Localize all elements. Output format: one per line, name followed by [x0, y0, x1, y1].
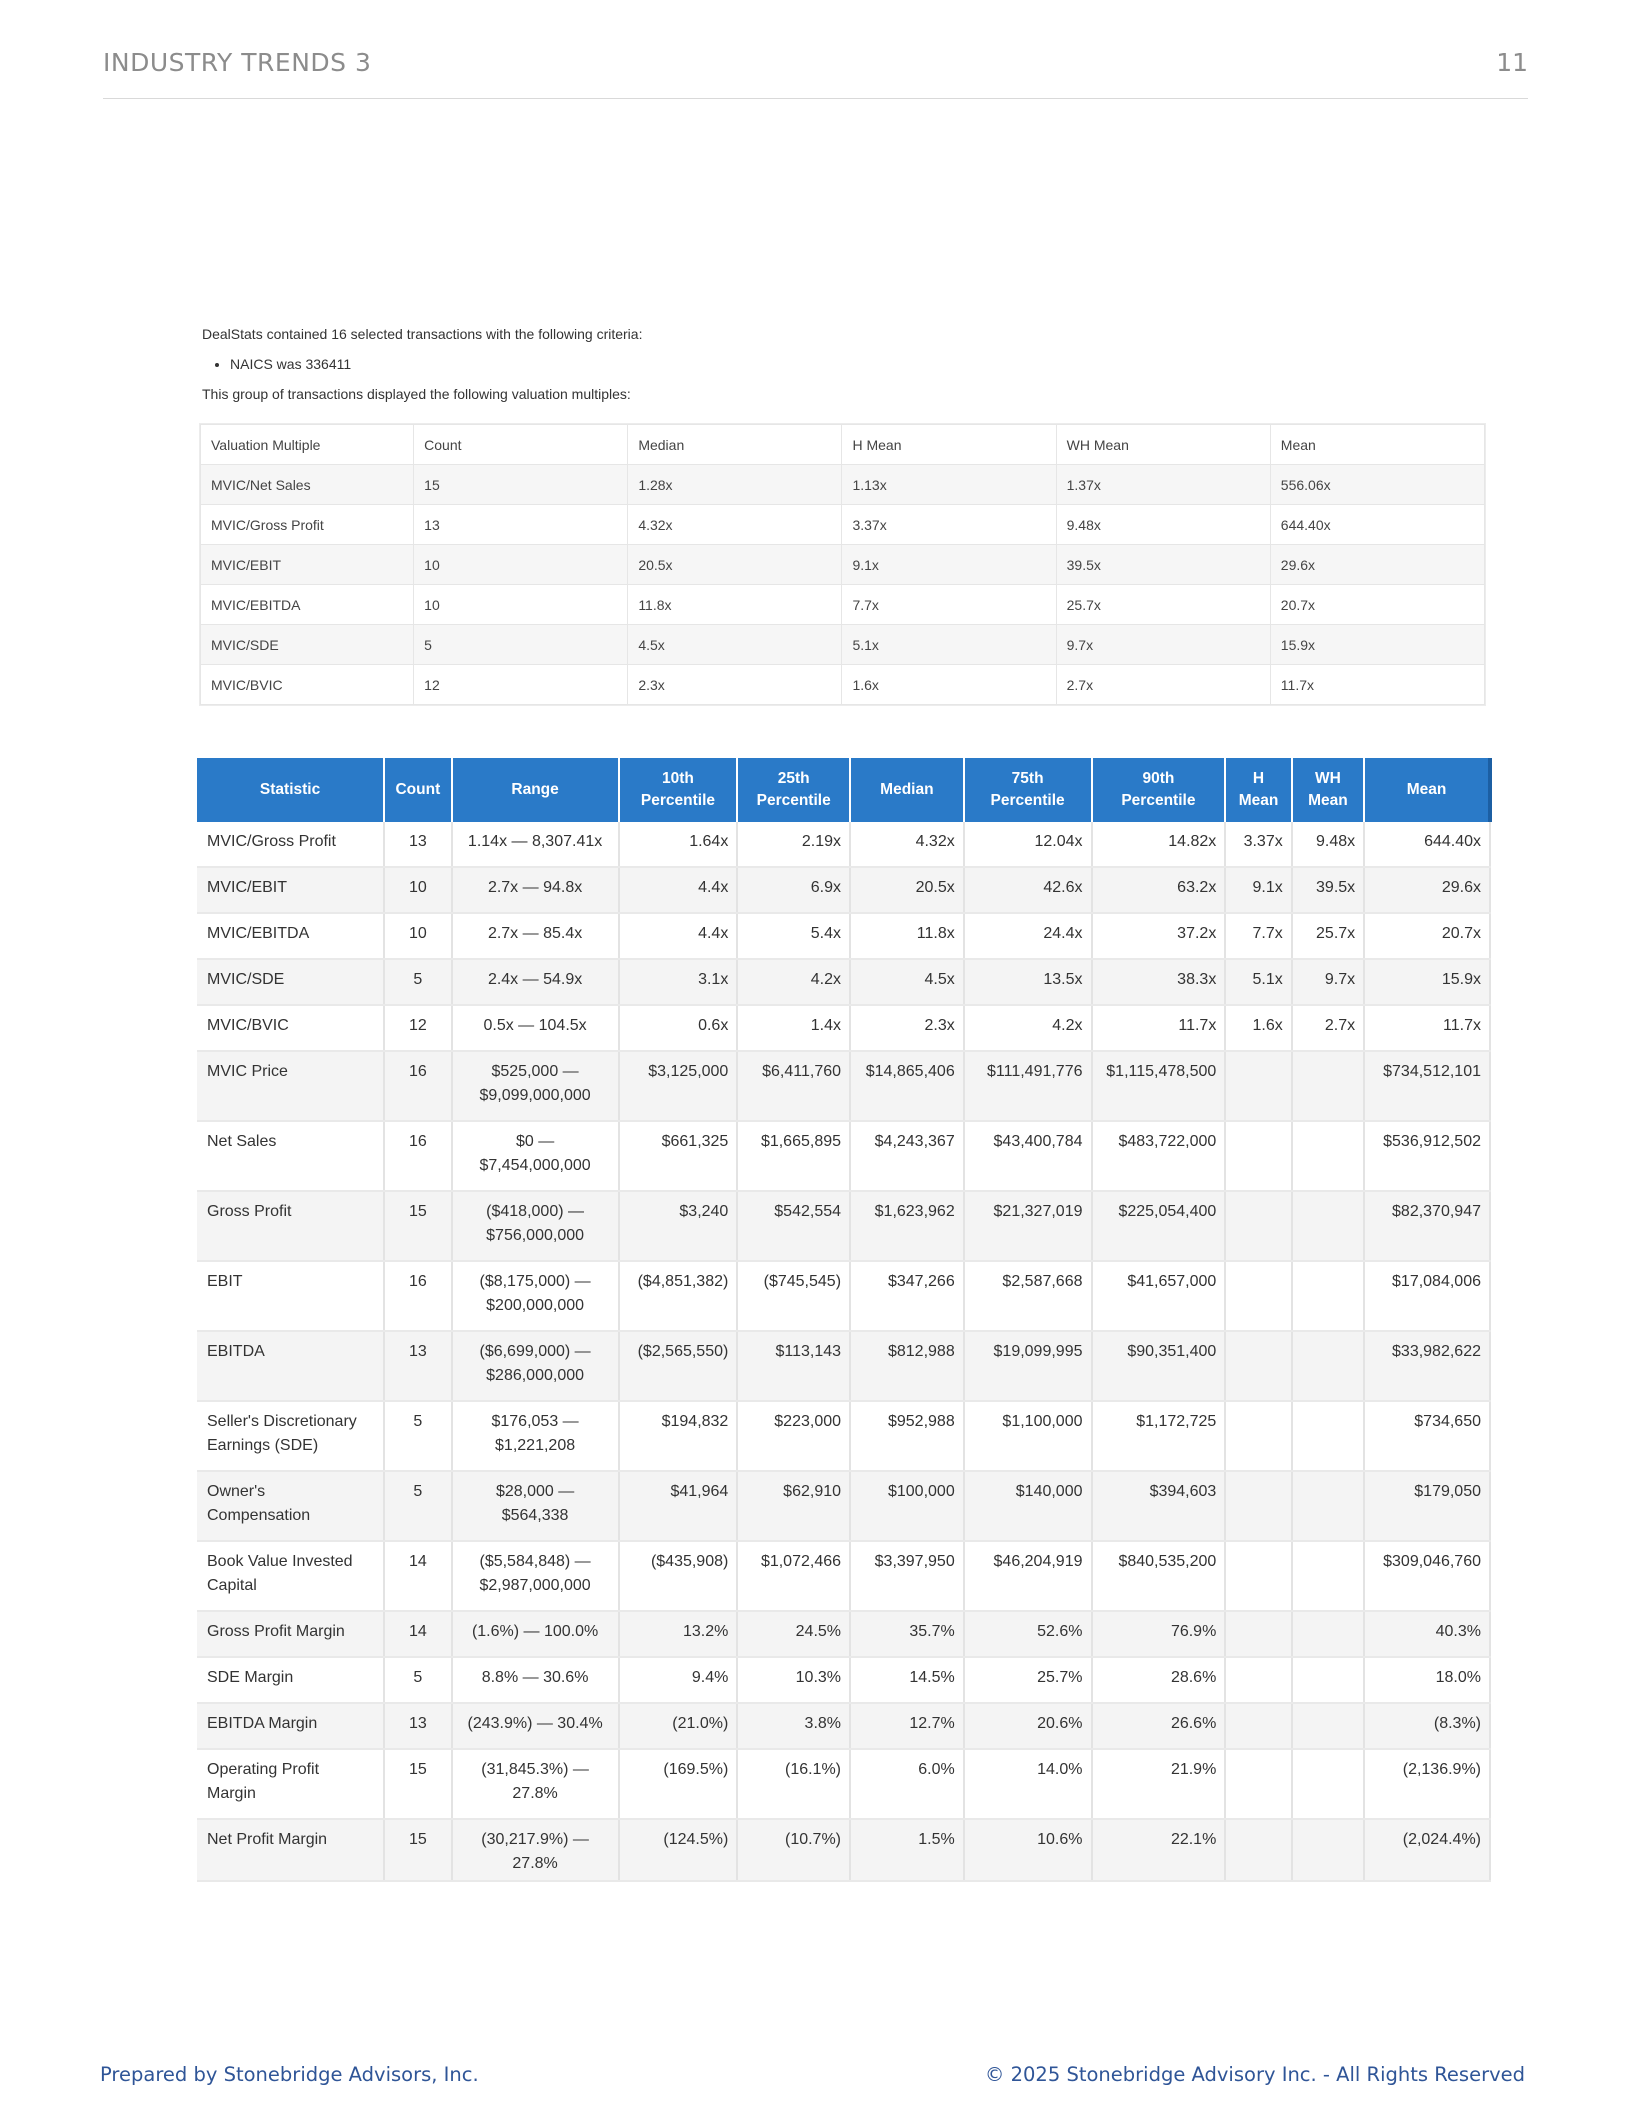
statistic-mean-cell: 644.40x	[1364, 822, 1490, 867]
statistic-hmean-cell	[1225, 1749, 1291, 1819]
statistic-median-cell: $4,243,367	[850, 1121, 964, 1191]
statistic-name-cell: Seller's Discretionary Earnings (SDE)	[197, 1401, 384, 1471]
statistic-name-cell: Book Value Invested Capital	[197, 1541, 384, 1611]
summary-cell: MVIC/Gross Profit	[201, 505, 414, 545]
statistic-whmean-cell	[1292, 1819, 1364, 1881]
statistic-p90-cell: 28.6%	[1092, 1657, 1226, 1703]
statistic-median-cell: 14.5%	[850, 1657, 964, 1703]
statistic-name-cell: MVIC/Gross Profit	[197, 822, 384, 867]
statistic-p10-cell: $41,964	[619, 1471, 738, 1541]
statistic-p25-cell: (16.1%)	[737, 1749, 850, 1819]
statistic-p10-cell: (124.5%)	[619, 1819, 738, 1881]
statistic-p10-cell: 0.6x	[619, 1005, 738, 1051]
statistics-row	[197, 1703, 1490, 1749]
statistic-p75-cell: $2,587,668	[964, 1261, 1092, 1331]
statistic-whmean-cell	[1292, 1121, 1364, 1191]
statistic-count-cell: 5	[384, 959, 451, 1005]
summary-row	[201, 545, 1485, 585]
statistic-count-cell: 14	[384, 1611, 451, 1657]
statistic-hmean-cell	[1225, 1657, 1291, 1703]
summary-header-cell: Median	[628, 425, 842, 465]
statistic-p90-cell: 38.3x	[1092, 959, 1226, 1005]
statistic-p75-cell: $140,000	[964, 1471, 1092, 1541]
statistics-header-cell: 75th Percentile	[964, 758, 1092, 822]
summary-row	[201, 665, 1485, 705]
statistic-p75-cell: 4.2x	[964, 1005, 1092, 1051]
statistic-count-cell: 13	[384, 1331, 451, 1401]
statistic-p90-cell: $1,115,478,500	[1092, 1051, 1226, 1121]
summary-cell: 11.8x	[628, 585, 842, 625]
summary-cell: 10	[414, 545, 628, 585]
summary-cell: MVIC/EBIT	[201, 545, 414, 585]
statistic-median-cell: $812,988	[850, 1331, 964, 1401]
statistic-whmean-cell	[1292, 1657, 1364, 1703]
statistic-median-cell: $100,000	[850, 1471, 964, 1541]
statistic-range-cell: $28,000 — $564,338	[452, 1471, 619, 1541]
statistic-mean-cell: $82,370,947	[1364, 1191, 1490, 1261]
statistic-range-cell: (243.9%) — 30.4%	[452, 1703, 619, 1749]
summary-cell: 15.9x	[1270, 625, 1484, 665]
statistic-mean-cell: (2,136.9%)	[1364, 1749, 1490, 1819]
summary-header-cell: H Mean	[842, 425, 1056, 465]
statistic-p10-cell: $194,832	[619, 1401, 738, 1471]
statistic-name-cell: Gross Profit Margin	[197, 1611, 384, 1657]
statistic-median-cell: 12.7%	[850, 1703, 964, 1749]
statistics-row	[197, 1005, 1490, 1051]
statistic-whmean-cell	[1292, 1331, 1364, 1401]
statistic-mean-cell: $536,912,502	[1364, 1121, 1490, 1191]
statistic-hmean-cell: 3.37x	[1225, 822, 1291, 867]
statistic-range-cell: ($8,175,000) — $200,000,000	[452, 1261, 619, 1331]
statistic-p10-cell: $3,240	[619, 1191, 738, 1261]
statistic-name-cell: SDE Margin	[197, 1657, 384, 1703]
statistic-p90-cell: 63.2x	[1092, 867, 1226, 913]
statistic-mean-cell: $179,050	[1364, 1471, 1490, 1541]
statistic-mean-cell: 11.7x	[1364, 1005, 1490, 1051]
summary-cell: 556.06x	[1270, 465, 1484, 505]
intro-text	[202, 326, 642, 402]
statistic-median-cell: 20.5x	[850, 867, 964, 913]
statistic-mean-cell: $33,982,622	[1364, 1331, 1490, 1401]
statistics-row	[197, 1261, 1490, 1331]
statistic-count-cell: 13	[384, 1703, 451, 1749]
statistic-p10-cell: ($435,908)	[619, 1541, 738, 1611]
footer-prepared-by: Prepared by Stonebridge Advisors, Inc.	[100, 2063, 479, 2086]
statistics-header-cell: H Mean	[1225, 758, 1291, 822]
statistic-p90-cell: 11.7x	[1092, 1005, 1226, 1051]
statistic-p25-cell: 5.4x	[737, 913, 850, 959]
statistic-range-cell: 2.7x — 94.8x	[452, 867, 619, 913]
statistics-header-cell: 90th Percentile	[1092, 758, 1226, 822]
statistic-p75-cell: 42.6x	[964, 867, 1092, 913]
summary-cell: 9.48x	[1056, 505, 1270, 545]
statistic-median-cell: 6.0%	[850, 1749, 964, 1819]
statistic-name-cell: MVIC/BVIC	[197, 1005, 384, 1051]
statistic-hmean-cell	[1225, 1191, 1291, 1261]
statistic-p90-cell: $41,657,000	[1092, 1261, 1226, 1331]
statistic-name-cell: Operating Profit Margin	[197, 1749, 384, 1819]
summary-row	[201, 625, 1485, 665]
statistic-whmean-cell	[1292, 1749, 1364, 1819]
footer-copyright: © 2025 Stonebridge Advisory Inc. - All Rights Reserved	[984, 2063, 1525, 2086]
statistic-count-cell: 12	[384, 1005, 451, 1051]
statistics-header-cell: Median	[850, 758, 964, 822]
statistic-median-cell: $347,266	[850, 1261, 964, 1331]
statistic-p25-cell: 2.19x	[737, 822, 850, 867]
statistic-mean-cell: 40.3%	[1364, 1611, 1490, 1657]
statistic-p25-cell: 24.5%	[737, 1611, 850, 1657]
statistic-p75-cell: $43,400,784	[964, 1121, 1092, 1191]
statistic-hmean-cell	[1225, 1703, 1291, 1749]
statistic-p90-cell: $483,722,000	[1092, 1121, 1226, 1191]
statistic-count-cell: 16	[384, 1261, 451, 1331]
statistic-range-cell: ($5,584,848) — $2,987,000,000	[452, 1541, 619, 1611]
summary-cell: 3.37x	[842, 505, 1056, 545]
statistic-whmean-cell	[1292, 1051, 1364, 1121]
summary-cell: 1.6x	[842, 665, 1056, 705]
summary-cell: 9.1x	[842, 545, 1056, 585]
statistic-name-cell: Gross Profit	[197, 1191, 384, 1261]
statistic-hmean-cell	[1225, 1331, 1291, 1401]
summary-cell: 29.6x	[1270, 545, 1484, 585]
statistic-mean-cell: 15.9x	[1364, 959, 1490, 1005]
statistic-p75-cell: 14.0%	[964, 1749, 1092, 1819]
summary-cell: MVIC/SDE	[201, 625, 414, 665]
statistic-whmean-cell	[1292, 1703, 1364, 1749]
statistic-median-cell: 1.5%	[850, 1819, 964, 1881]
summary-header-row	[201, 425, 1485, 465]
statistic-mean-cell: $309,046,760	[1364, 1541, 1490, 1611]
statistics-row	[197, 1051, 1490, 1121]
statistics-header-cell: Mean	[1364, 758, 1490, 822]
statistic-p25-cell: ($745,545)	[737, 1261, 850, 1331]
statistic-median-cell: $3,397,950	[850, 1541, 964, 1611]
statistic-hmean-cell	[1225, 1401, 1291, 1471]
statistic-count-cell: 16	[384, 1121, 451, 1191]
statistic-p75-cell: 24.4x	[964, 913, 1092, 959]
statistic-hmean-cell	[1225, 1611, 1291, 1657]
statistics-row	[197, 1611, 1490, 1657]
statistic-p25-cell: $223,000	[737, 1401, 850, 1471]
summary-cell: MVIC/BVIC	[201, 665, 414, 705]
statistic-name-cell: EBITDA Margin	[197, 1703, 384, 1749]
statistic-hmean-cell	[1225, 1471, 1291, 1541]
statistics-row	[197, 1331, 1490, 1401]
statistic-p90-cell: $225,054,400	[1092, 1191, 1226, 1261]
summary-cell: 10	[414, 585, 628, 625]
statistic-median-cell: 35.7%	[850, 1611, 964, 1657]
statistic-name-cell: Net Profit Margin	[197, 1819, 384, 1881]
statistic-name-cell: MVIC/SDE	[197, 959, 384, 1005]
statistics-row	[197, 1749, 1490, 1819]
statistic-p25-cell: $542,554	[737, 1191, 850, 1261]
statistic-hmean-cell	[1225, 1541, 1291, 1611]
statistic-p10-cell: 4.4x	[619, 867, 738, 913]
statistic-mean-cell: 20.7x	[1364, 913, 1490, 959]
statistic-p10-cell: ($4,851,382)	[619, 1261, 738, 1331]
statistic-p75-cell: $111,491,776	[964, 1051, 1092, 1121]
summary-cell: 1.37x	[1056, 465, 1270, 505]
summary-header-cell: Mean	[1270, 425, 1484, 465]
statistic-whmean-cell	[1292, 1611, 1364, 1657]
statistic-p75-cell: $46,204,919	[964, 1541, 1092, 1611]
statistic-p75-cell: 13.5x	[964, 959, 1092, 1005]
summary-cell: MVIC/EBITDA	[201, 585, 414, 625]
statistic-p75-cell: 20.6%	[964, 1703, 1092, 1749]
summary-header-cell: WH Mean	[1056, 425, 1270, 465]
statistic-p25-cell: 1.4x	[737, 1005, 850, 1051]
statistic-hmean-cell	[1225, 1051, 1291, 1121]
statistics-header-cell: Count	[384, 758, 451, 822]
criteria-list	[202, 356, 642, 372]
statistic-p10-cell: (21.0%)	[619, 1703, 738, 1749]
statistics-row	[197, 913, 1490, 959]
statistic-hmean-cell: 1.6x	[1225, 1005, 1291, 1051]
statistics-header-row	[197, 758, 1490, 822]
statistic-mean-cell: $17,084,006	[1364, 1261, 1490, 1331]
statistic-hmean-cell: 7.7x	[1225, 913, 1291, 959]
statistic-hmean-cell	[1225, 1819, 1291, 1881]
statistic-p25-cell: (10.7%)	[737, 1819, 850, 1881]
summary-cell: 4.32x	[628, 505, 842, 545]
statistic-p10-cell: 1.64x	[619, 822, 738, 867]
statistic-range-cell: 1.14x — 8,307.41x	[452, 822, 619, 867]
statistic-name-cell: Owner's Compensation	[197, 1471, 384, 1541]
statistic-count-cell: 5	[384, 1471, 451, 1541]
summary-header-cell: Count	[414, 425, 628, 465]
statistic-mean-cell: (8.3%)	[1364, 1703, 1490, 1749]
summary-cell: 644.40x	[1270, 505, 1484, 545]
summary-cell: 2.3x	[628, 665, 842, 705]
statistic-p25-cell: 4.2x	[737, 959, 850, 1005]
statistic-mean-cell: 29.6x	[1364, 867, 1490, 913]
statistic-name-cell: MVIC Price	[197, 1051, 384, 1121]
statistic-range-cell: 2.7x — 85.4x	[452, 913, 619, 959]
statistic-p25-cell: $113,143	[737, 1331, 850, 1401]
statistics-row	[197, 867, 1490, 913]
statistics-table	[197, 758, 1492, 1882]
statistic-p90-cell: 76.9%	[1092, 1611, 1226, 1657]
summary-row	[201, 465, 1485, 505]
statistic-range-cell: 2.4x — 54.9x	[452, 959, 619, 1005]
statistics-row	[197, 1541, 1490, 1611]
statistic-p90-cell: 21.9%	[1092, 1749, 1226, 1819]
statistics-row	[197, 1657, 1490, 1703]
statistic-mean-cell: $734,650	[1364, 1401, 1490, 1471]
statistic-p75-cell: 25.7%	[964, 1657, 1092, 1703]
statistics-row	[197, 959, 1490, 1005]
statistic-count-cell: 15	[384, 1819, 451, 1881]
statistic-median-cell: 4.5x	[850, 959, 964, 1005]
summary-cell: 9.7x	[1056, 625, 1270, 665]
statistic-median-cell: 2.3x	[850, 1005, 964, 1051]
statistic-p10-cell: ($2,565,550)	[619, 1331, 738, 1401]
statistic-count-cell: 15	[384, 1749, 451, 1819]
statistic-count-cell: 5	[384, 1401, 451, 1471]
statistic-median-cell: 4.32x	[850, 822, 964, 867]
statistic-p90-cell: 14.82x	[1092, 822, 1226, 867]
statistic-count-cell: 5	[384, 1657, 451, 1703]
statistic-p25-cell: 3.8%	[737, 1703, 850, 1749]
statistic-whmean-cell	[1292, 1261, 1364, 1331]
statistic-p90-cell: $1,172,725	[1092, 1401, 1226, 1471]
statistic-range-cell: (1.6%) — 100.0%	[452, 1611, 619, 1657]
statistic-count-cell: 16	[384, 1051, 451, 1121]
statistic-whmean-cell: 25.7x	[1292, 913, 1364, 959]
statistics-row	[197, 1401, 1490, 1471]
statistics-header-cell: Statistic	[197, 758, 384, 822]
summary-cell: 1.28x	[628, 465, 842, 505]
criteria-item: • NAICS was 336411	[230, 356, 642, 372]
statistics-header-cell: 10th Percentile	[619, 758, 738, 822]
statistic-range-cell: ($6,699,000) — $286,000,000	[452, 1331, 619, 1401]
statistic-p90-cell: $840,535,200	[1092, 1541, 1226, 1611]
statistic-p90-cell: 37.2x	[1092, 913, 1226, 959]
summary-cell: 7.7x	[842, 585, 1056, 625]
statistic-p10-cell: 13.2%	[619, 1611, 738, 1657]
summary-cell: 4.5x	[628, 625, 842, 665]
page-header	[103, 48, 1528, 99]
statistic-name-cell: Net Sales	[197, 1121, 384, 1191]
statistic-p25-cell: $1,072,466	[737, 1541, 850, 1611]
statistic-p75-cell: 12.04x	[964, 822, 1092, 867]
page-number: 11	[1496, 48, 1528, 77]
statistic-range-cell: 8.8% — 30.6%	[452, 1657, 619, 1703]
summary-cell: 1.13x	[842, 465, 1056, 505]
summary-row	[201, 505, 1485, 545]
statistics-row	[197, 1471, 1490, 1541]
summary-cell: 2.7x	[1056, 665, 1270, 705]
statistic-whmean-cell	[1292, 1401, 1364, 1471]
statistic-p75-cell: $19,099,995	[964, 1331, 1092, 1401]
statistic-p75-cell: 52.6%	[964, 1611, 1092, 1657]
statistic-whmean-cell	[1292, 1541, 1364, 1611]
statistic-p90-cell: 26.6%	[1092, 1703, 1226, 1749]
statistic-p10-cell: $661,325	[619, 1121, 738, 1191]
statistic-median-cell: $14,865,406	[850, 1051, 964, 1121]
statistic-median-cell: $952,988	[850, 1401, 964, 1471]
statistic-median-cell: 11.8x	[850, 913, 964, 959]
statistic-range-cell: $176,053 — $1,221,208	[452, 1401, 619, 1471]
summary-cell: 39.5x	[1056, 545, 1270, 585]
statistic-hmean-cell	[1225, 1121, 1291, 1191]
statistic-p90-cell: $90,351,400	[1092, 1331, 1226, 1401]
statistic-p10-cell: $3,125,000	[619, 1051, 738, 1121]
statistic-mean-cell: 18.0%	[1364, 1657, 1490, 1703]
statistic-whmean-cell	[1292, 1191, 1364, 1261]
statistics-row	[197, 822, 1490, 867]
statistic-p10-cell: 9.4%	[619, 1657, 738, 1703]
statistic-range-cell: (30,217.9%) — 27.8%	[452, 1819, 619, 1881]
summary-cell: 20.5x	[628, 545, 842, 585]
statistic-count-cell: 10	[384, 867, 451, 913]
summary-row	[201, 585, 1485, 625]
summary-cell: 12	[414, 665, 628, 705]
statistic-range-cell: 0.5x — 104.5x	[452, 1005, 619, 1051]
statistic-hmean-cell	[1225, 1261, 1291, 1331]
statistic-range-cell: (31,845.3%) — 27.8%	[452, 1749, 619, 1819]
statistic-p90-cell: $394,603	[1092, 1471, 1226, 1541]
statistics-row	[197, 1191, 1490, 1261]
statistic-whmean-cell: 2.7x	[1292, 1005, 1364, 1051]
statistic-whmean-cell: 39.5x	[1292, 867, 1364, 913]
statistic-median-cell: $1,623,962	[850, 1191, 964, 1261]
statistic-name-cell: MVIC/EBIT	[197, 867, 384, 913]
statistic-count-cell: 10	[384, 913, 451, 959]
summary-cell: 15	[414, 465, 628, 505]
statistics-header-cell: WH Mean	[1292, 758, 1364, 822]
summary-cell: 13	[414, 505, 628, 545]
statistic-hmean-cell: 5.1x	[1225, 959, 1291, 1005]
statistics-row	[197, 1121, 1490, 1191]
intro-line-2: This group of transactions displayed the following valuation multiples:	[202, 386, 631, 402]
statistic-mean-cell: $734,512,101	[1364, 1051, 1490, 1121]
statistic-p25-cell: $6,411,760	[737, 1051, 850, 1121]
summary-header-cell: Valuation Multiple	[201, 425, 414, 465]
statistic-whmean-cell: 9.48x	[1292, 822, 1364, 867]
statistic-p25-cell: $1,665,895	[737, 1121, 850, 1191]
statistic-name-cell: EBITDA	[197, 1331, 384, 1401]
summary-cell: MVIC/Net Sales	[201, 465, 414, 505]
statistic-p25-cell: 6.9x	[737, 867, 850, 913]
statistic-range-cell: $525,000 — $9,099,000,000	[452, 1051, 619, 1121]
statistic-whmean-cell: 9.7x	[1292, 959, 1364, 1005]
summary-cell: 5	[414, 625, 628, 665]
summary-cell: 11.7x	[1270, 665, 1484, 705]
statistic-whmean-cell	[1292, 1471, 1364, 1541]
summary-cell: 25.7x	[1056, 585, 1270, 625]
statistic-p75-cell: $1,100,000	[964, 1401, 1092, 1471]
statistic-mean-cell: (2,024.4%)	[1364, 1819, 1490, 1881]
intro-line-1: DealStats contained 16 selected transactions with the following criteria:	[202, 326, 643, 342]
statistic-p25-cell: $62,910	[737, 1471, 850, 1541]
statistics-header-cell: 25th Percentile	[737, 758, 850, 822]
page-title: INDUSTRY TRENDS 3	[103, 48, 372, 77]
statistic-p75-cell: $21,327,019	[964, 1191, 1092, 1261]
summary-cell: 20.7x	[1270, 585, 1484, 625]
statistic-count-cell: 14	[384, 1541, 451, 1611]
statistic-hmean-cell: 9.1x	[1225, 867, 1291, 913]
statistic-name-cell: EBIT	[197, 1261, 384, 1331]
statistic-p10-cell: 4.4x	[619, 913, 738, 959]
statistic-range-cell: ($418,000) — $756,000,000	[452, 1191, 619, 1261]
statistics-row	[197, 1819, 1490, 1881]
statistic-range-cell: $0 — $7,454,000,000	[452, 1121, 619, 1191]
statistic-p10-cell: (169.5%)	[619, 1749, 738, 1819]
statistic-p75-cell: 10.6%	[964, 1819, 1092, 1881]
statistic-name-cell: MVIC/EBITDA	[197, 913, 384, 959]
statistic-p90-cell: 22.1%	[1092, 1819, 1226, 1881]
valuation-multiples-table	[200, 424, 1485, 705]
statistic-count-cell: 13	[384, 822, 451, 867]
statistic-p10-cell: 3.1x	[619, 959, 738, 1005]
summary-cell: 5.1x	[842, 625, 1056, 665]
statistic-p25-cell: 10.3%	[737, 1657, 850, 1703]
statistic-count-cell: 15	[384, 1191, 451, 1261]
statistics-header-cell: Range	[452, 758, 619, 822]
